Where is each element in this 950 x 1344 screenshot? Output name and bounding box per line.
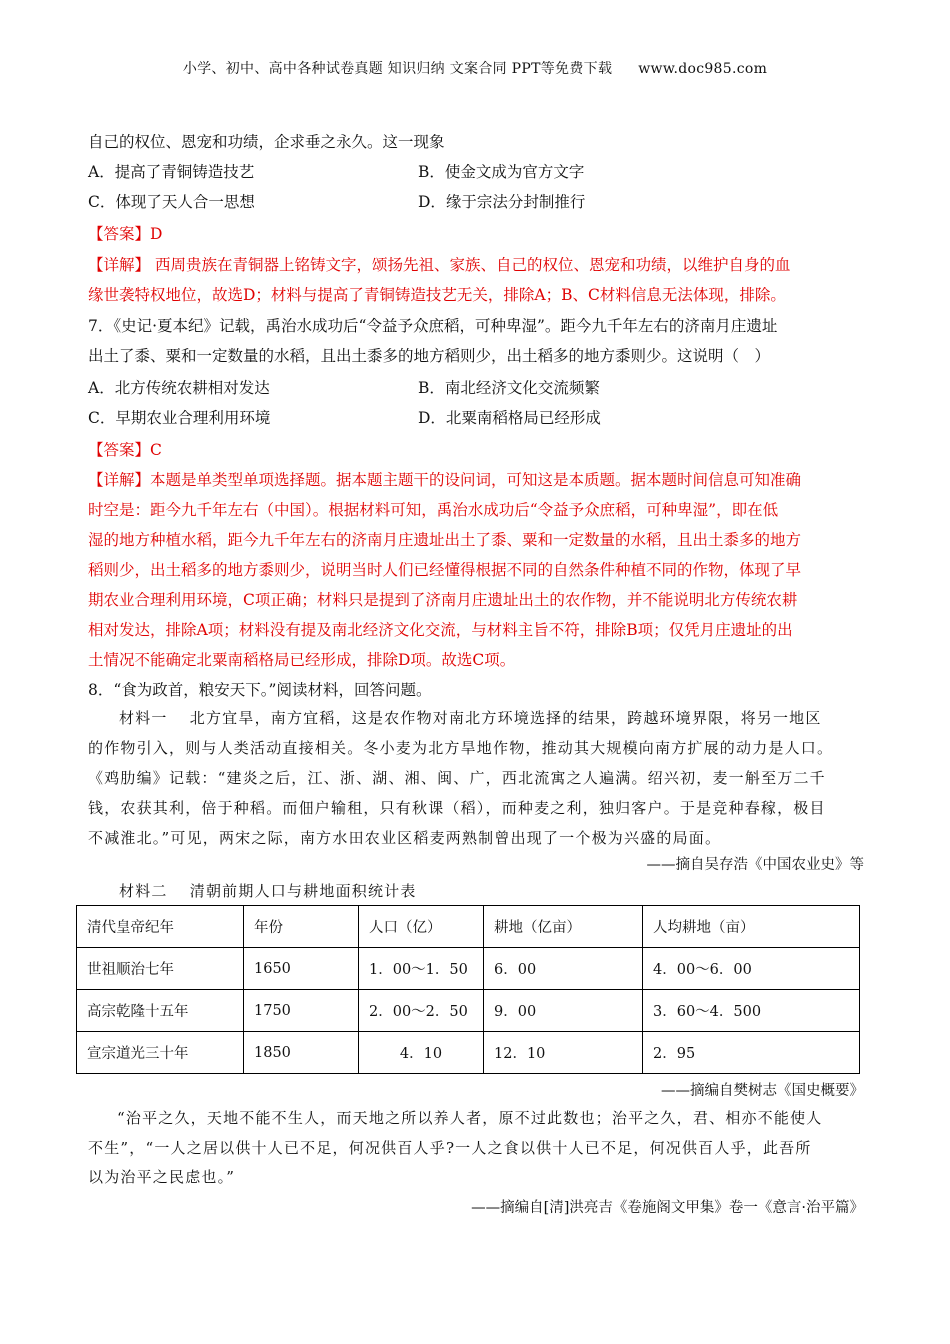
table-header-cell: 清代皇帝纪年 — [77, 906, 244, 948]
q8-material1-line-4: 钱，农获其利，倍于种稻。而佃户输租，只有秋课（稻），而种麦之利，独归客户。于是竞种春稼，极目 — [88, 799, 826, 817]
table-cell: 3．60～4．500 — [643, 990, 860, 1032]
q7-detail-line-2: 时空是：距今九千年左右（中国）。根据材料可知，禹治水成功后“令益予众庶稻，可种卑湿”，即在低 — [88, 501, 779, 519]
q6-option-c: C．体现了天人合一思想 — [88, 193, 255, 211]
q8-material3-source: ——摘编自[清]洪亮吉《卷施阁文甲集》卷一《意言·治平篇》 — [471, 1200, 864, 1216]
q7-stem-line-2: 出土了黍、粟和一定数量的水稻，且出土黍多的地方稻则少，出土稻多的地方黍则少。这说明（ ） — [88, 347, 771, 365]
table-cell: 世祖顺治七年 — [77, 948, 244, 990]
population-farmland-table — [76, 905, 860, 1074]
table-header-row — [77, 906, 860, 948]
table-row — [77, 948, 860, 990]
q8-material1-line-5: 不减淮北。”可见，两宋之际，南方水田农业区稻麦两熟制曾出现了一个极为兴盛的局面。 — [88, 829, 722, 847]
table-cell: 1．00～1．50 — [359, 948, 484, 990]
q8-material2-title: 材料二 清朝前期人口与耕地面积统计表 — [119, 882, 417, 900]
q7-detail-line-6: 相对发达，排除A项；材料没有提及南北经济文化交流，与材料主旨不符，排除B项；仅凭月庄遗址的出 — [88, 621, 793, 639]
q7-detail-line-3: 湿的地方种植水稻，距今九千年左右的济南月庄遗址出土了黍、粟和一定数量的水稻，且出土黍多的地方 — [88, 531, 802, 549]
q6-stem-tail: 自己的权位、恩宠和功绩，企求垂之永久。这一现象 — [88, 133, 445, 151]
header-url[interactable]: www.doc985.com — [638, 61, 768, 77]
q8-stem: 8．“食为政首，粮安天下。”阅读材料，回答问题。 — [88, 681, 432, 699]
table-header-cell: 耕地（亿亩） — [484, 906, 643, 948]
q7-detail-line-5: 期农业合理利用环境，C项正确；材料只是提到了济南月庄遗址出土的农作物，并不能说明北方传统农耕 — [88, 591, 798, 609]
table-cell: 2．00～2．50 — [359, 990, 484, 1032]
table-cell: 1750 — [244, 990, 359, 1032]
table-cell: 2．95 — [643, 1032, 860, 1074]
header-text: 小学、初中、高中各种试卷真题 知识归纳 文案合同 PPT等免费下载 — [182, 61, 613, 77]
q8-material3-line-1: “治平之久，天地不能不生人，而天地之所以养人者，原不过此数也；治平之久，君、相亦不能使人 — [117, 1109, 823, 1127]
q8-material1-line-1: 材料一 北方宜旱，南方宜稻，这是农作物对南北方环境选择的结果，跨越环境界限，将另一地区 — [119, 709, 822, 727]
table-cell: 宣宗道光三十年 — [77, 1032, 244, 1074]
table-cell: 1850 — [244, 1032, 359, 1074]
q6-detail-text-1: 西周贵族在青铜器上铭铸文字，颂扬先祖、家族、自己的权位、恩宠和功绩，以维护自身的血 — [150, 256, 791, 274]
table-row — [77, 990, 860, 1032]
q6-detail-line-2: 缘世袭特权地位，故选D；材料与提高了青铜铸造技艺无关，排除A；B、C材料信息无法体现，排除。 — [88, 286, 786, 304]
table-cell: 6．00 — [484, 948, 643, 990]
table-cell: 9．00 — [484, 990, 643, 1032]
q8-material1-source: ——摘自吴存浩《中国农业史》等 — [646, 857, 864, 873]
q8-material1-line-2: 的作物引入，则与人类活动直接相关。冬小麦为北方旱地作物，推动其大规模向南方扩展的动力是人口。 — [88, 739, 834, 757]
q6-answer: 【答案】D — [88, 225, 163, 243]
q6-option-b: B．使金文成为官方文字 — [418, 163, 585, 181]
table-cell: 4．00～6．00 — [643, 948, 860, 990]
page-header — [0, 58, 950, 78]
table-cell: 高宗乾隆十五年 — [77, 990, 244, 1032]
q7-detail-line-4: 稻则少，出土稻多的地方黍则少，说明当时人们已经懂得根据不同的自然条件种植不同的作物，体现了早 — [88, 561, 802, 579]
q8-material3-line-2: 不生”，“一人之居以供十人已不足，何况供百人乎?一人之食以供十人已不足，何况供百人乎，此吾所 — [88, 1139, 812, 1157]
q7-option-d: D．北粟南稻格局已经形成 — [418, 409, 601, 427]
q7-option-a: A．北方传统农耕相对发达 — [88, 379, 270, 397]
q7-option-c: C．早期农业合理利用环境 — [88, 409, 271, 427]
q6-option-d: D．缘于宗法分封制推行 — [418, 193, 586, 211]
table-cell: 4．10 — [359, 1032, 484, 1074]
q7-detail-line-1: 【详解】本题是单类型单项选择题。据本题主题干的设问词，可知这是本质题。据本题时间信息可知准确 — [88, 471, 802, 489]
table-cell: 1650 — [244, 948, 359, 990]
q7-option-b: B．南北经济文化交流频繁 — [418, 379, 600, 397]
q8-table-source: ——摘编自樊树志《国史概要》 — [661, 1083, 864, 1099]
q7-answer: 【答案】C — [88, 441, 162, 459]
q7-stem-line-1: 7．《史记·夏本纪》记载，禹治水成功后“令益予众庶稻，可种卑湿”。距今九千年左右的济南月庄遗址 — [88, 317, 778, 335]
q6-detail-label: 【详解】 — [88, 256, 151, 274]
table-row — [77, 1032, 860, 1074]
q8-material1-line-3: 《鸡肋编》记载：“建炎之后，江、浙、湖、湘、闽、广，西北流寓之人遍满。绍兴初，麦一斛至万二千 — [88, 769, 826, 787]
table-header-cell: 年份 — [244, 906, 359, 948]
q7-detail-line-7: 土情况不能确定北粟南稻格局已经形成，排除D项。故选C项。 — [88, 651, 516, 669]
table-header-cell: 人口（亿） — [359, 906, 484, 948]
table-header-cell: 人均耕地（亩） — [643, 906, 860, 948]
q6-detail-line-1 — [88, 253, 790, 275]
table-cell: 12．10 — [484, 1032, 643, 1074]
q8-material3-line-3: 以为治平之民虑也。” — [88, 1168, 236, 1186]
q6-option-a: A．提高了青铜铸造技艺 — [88, 163, 255, 181]
